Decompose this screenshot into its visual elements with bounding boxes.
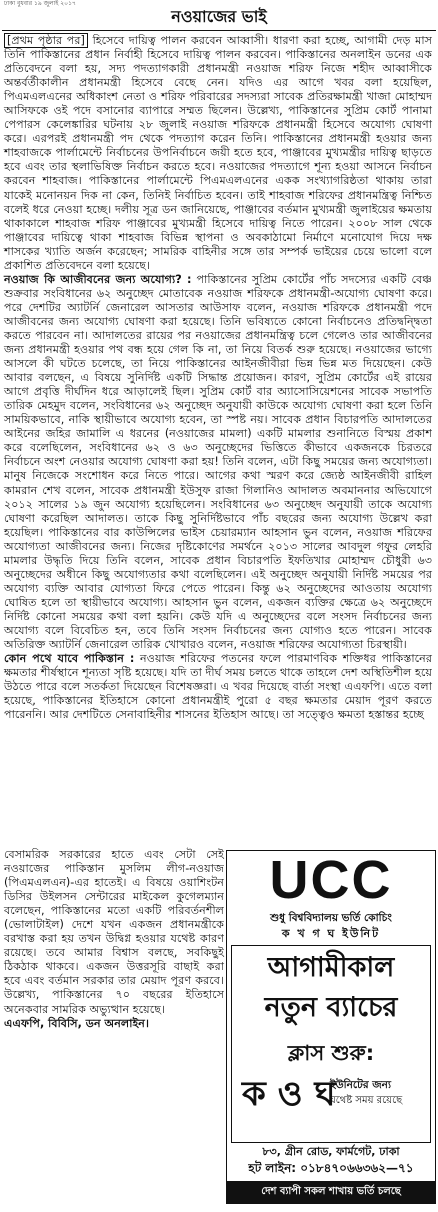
top-strip-text: ঢাকা বুধবার ১৯ জুলাই ২০১৭ [4, 0, 76, 7]
paragraph-4: বেসামরিক সরকারের হাতে এবং সেটা সেই নওয়াজের পাকিস্তান মুসলিম লীগ-নওয়াজ (পিএমএলএন)-এর হাতেই। এ বিষয়ে ওয়াশিংটন ডিসির উইলসন সেন্টারের মাইকেল কুগেলম্যান বলেছেন, পাকিস্তানের মতো একটি পরিবর্তনশীল (ভোলাটাইল) দেশে যখন একজন প্রধানমন্ত্রীকে বরখাস্ত করা হয় তখন উদ্বিগ্ন হওয়ার যথেষ্ট কারণ রয়েছে। তবে আমার বিশ্বাস বলছে, সবকিছুই ঠিকঠাক থাকবে। একজন উত্তরসূরি বাছাই করা হবে এবং বর্তমান সরকার তার মেয়াদ পূরণ করবে। উল্লেখ্য, পাকিস্তানের ৭০ বছরের ইতিহাসে অনেকবার সামরিক অভ্যুত্থান হয়েছে। [4, 848, 224, 1016]
title-rule [2, 30, 436, 31]
ad-class-start: ক্লাস শুরু: [287, 1041, 375, 1065]
ad-announcement-box [231, 945, 431, 1143]
subhead-which-way-pakistan: কোন পথে যাবে পাকিস্তান : [4, 652, 135, 666]
ad-hotline: হট লাইন: ০১৮৪৭০৬৬৩৬২—৭১ [248, 1161, 414, 1175]
ad-address: ৮৩, গ্রীন রোড, ফার্মগেট, ঢাকা [262, 1145, 400, 1158]
ad-headline-new-batch: নতুন ব্যাচের [264, 992, 398, 1023]
paragraph-3 [4, 652, 432, 722]
continued-label: [প্রথম পৃষ্ঠার পর] [4, 33, 88, 48]
subhead-lifetime-ban: নওয়াজ কি আজীবনের জন্য অযোগ্য? : [4, 272, 192, 286]
paragraph-1-text: হিসেবে দায়িত্ব পালন করবেন আব্বাসী। ধারণা করা হচ্ছে, আগামী দেড় মাস তিনি পাকিস্তানের প্রধান নির্বাহী হিসেবে দায়িত্ব পালন করবেন। পাকিস্তানের অনলাইন ডনের এক প্রতিবেদনে বলা হয়, সদ্য পদত্যাগকারী প্রধানমন্ত্রী নওয়াজ শরিফ নিজে শহীদ আব্বাসীকে অন্তর্বর্তীকালীন প্রধানমন্ত্রী হিসেবে বেছে নেন। যদিও এর আগে খবর বলা হয়েছিল, পিএমএলএনের অধিকাংশ নেতা ও শরিফ পরিবারের সদস্যরা সাবেক প্রতিরক্ষামন্ত্রী খাজা মোহাম্মদ আসিফকে ওই পদে বসানোর ব্যাপারে সম্মত ছিলেন। উল্লেখ্য, পাকিস্তানের সুপ্রিম কোর্ট পানামা পেপারস কেলেঙ্কারির ঘটনায় ২৮ জুলাই নওয়াজ শরিফকে প্রধানমন্ত্রী হিসেবে অযোগ্য ঘোষণা করে। এরপরই প্রধানমন্ত্রী পদ থেকে পদত্যাগ করেন তিনি। পাকিস্তানের প্রধানমন্ত্রী হওয়ার জন্য শাহবাজকে পার্লামেন্টে নির্বাচনের উপনির্বাচনে জয়ী হতে হবে, পাঞ্জাবের মুখ্যমন্ত্রীর দায়িত্ব ছাড়তে হবে এবং তার স্থলাভিষিক্ত নির্বাচন করতে হবে। নওয়াজের পদত্যাগে শূন্য হওয়া আসনে নির্বাচন করবেন শাহবাজ। পাকিস্তানের পার্লামেন্টে পিএমএলএনের একক সংখ্যাগরিষ্ঠতা থাকায় তারা যাকেই মনোনয়ন দিক না কেন, তিনিই নির্বাচিত হবেন। তাই শাহবাজ শরিফের প্রধানমন্ত্রিত্ব নিশ্চিত বলেই ধরে নেওয়া হচ্ছে। দলীয় সূত্র ডন জানিয়েছে, পাঞ্জাবের বর্তমান মুখ্যমন্ত্রী জুলাইয়ের ক্ষমতায় থাকাকালে শাহবাজ শরিফ পাঞ্জাবের মুখ্যমন্ত্রী হিসেবে দায়িত্ব নিতে পারেন। ২০০৮ সাল থেকে পাঞ্জাবের দায়িত্বে থাকা শাহবাজ বিভিন্ন স্থাপনা ও অবকাঠামো নির্মাণে মনোযোগ দিয়ে দক্ষ শাসকের খ্যাতি অর্জন করেছেন; সামরিক বাহিনীর সঙ্গে তার সম্পর্ক ভাইয়ের চেয়ে ভালো বলে প্রকাশিত প্রতিবেদনে বলা হয়েছে। [4, 34, 432, 272]
article-body-continued [4, 848, 224, 1031]
ad-unit-for: ইউনিটের জন্য [330, 1079, 391, 1091]
news-sources: এএফপি, বিবিসি, ডন অনলাইন। [4, 1016, 149, 1030]
ad-units: ক খ গ ঘ ইউনিট [281, 927, 381, 940]
ad-unit-letters: ক ও ঘ [242, 1074, 336, 1114]
ad-footer-banner: দেশ ব্যাপী সকল শাখায় ভর্তি চলছে [227, 1181, 435, 1203]
paragraph-2 [4, 273, 432, 652]
ucc-logo: UCC [269, 850, 393, 910]
paragraph-3-text: নওয়াজ শরিফের পতনের ফলে পারমাণবিক শক্তিধর পাকিস্তানের ক্ষমতার শীর্ষস্থানে শূন্যতা সৃষ্টি হয়েছে। যদি তা দীর্ঘ সময় চলতে থাকে তাহলে দেশ অস্থিতিশীল হয়ে উঠতে পারে বলে সতর্কতা দিয়েছেন বিশেষজ্ঞরা। এ খবর দিয়েছে বার্তা সংস্থা এএফপি। এতে বলা হয়েছে, পাকিস্তানের ইতিহাসে কোনো প্রধানমন্ত্রীই পুরো ৫ বছর ক্ষমতার মেয়াদ পূরণ করতে পারেননি। আর দেশটিতে সেনাবাহিনীর শাসনের ইতিহাস আছে। তা সত্ত্বেও ক্ষমতা হস্তান্তর হচ্ছে [4, 652, 432, 722]
paragraph-2-text: পাকিস্তানের সুপ্রিম কোর্টের পাঁচ সদস্যের একটি বেঞ্চ শুক্রবার সংবিধানের ৬২ অনুচ্ছেদ মোতাবেক নওয়াজ শরিফকে প্রধানমন্ত্রী-অযোগ্য ঘোষণা করে। পরে দেশটির অ্যাটর্নি জেনারেল আসতার আউসাফ বলেন, নওয়াজ শরিফকে প্রধানমন্ত্রী পদে আজীবনের জন্য অযোগ্য ঘোষণা করা হয়েছে। তিনি ভবিষ্যতে কোনো নির্বাচনেও প্রতিদ্বন্দ্বিতা করতে পারবেন না। আদালতের রায়ের পর নওয়াজের প্রধানমন্ত্রিত্ব চলে গেলেও তার আজীবনের জন্য প্রধানমন্ত্রী হওয়ার পথ বন্ধ হয়ে গেল কি না, তা নিয়ে বিতর্ক শুরু হয়েছে। নওয়াজের ভাগ্যে আসলে কী ঘটতে চলেছে, তা নিয়ে পাকিস্তানের আইনজীবীরা ভিন্ন ভিন্ন মত দিয়েছেন। কেউ আবার বলছেন, এ বিষয়ে সুনির্দিষ্ট একটি সিদ্ধান্ত প্রয়োজন। কারণ, সুপ্রিম কোর্টের এই রায়ের আগে প্রবৃত্তি দীর্ঘদিন ধরে আড়ালেই ছিল। সুপ্রিম কোর্ট বার অ্যাসোসিয়েশনের সাবেক সভাপতি তারিক মেহমুদ বলেন, সংবিধানের ৬২ অনুচ্ছেদ অনুযায়ী কাউকে অযোগ্য ঘোষণা করা হলে তিনি সাময়িকভাবে, নাকি স্থায়ীভাবে অযোগ্য হবেন, তা স্পষ্ট নয়। সাবেক প্রধান বিচারপতি আদালতের আইনের জহির জামালি এ ধরনের (নওয়াজের মামলা) একটি মামলার শুনানিতে বিস্ময় প্রকাশ করে বলেছিলেন, সংবিধানের ৬২ ও ৬৩ অনুচ্ছেদের ভিত্তিতে কীভাবে একজনকে চিরতরে নির্বাচনে অংশ নেওয়ার অযোগ্য ঘোষণা করা হয়! তিনি বলেন, এটা কিছু সময়ের জন্য অযোগ্যতা। মানুষ নিজেকে সংশোধন করে নিতে পারে। আগের কথা স্মরণ করে জ্যেষ্ঠ আইনজীবী রাহিল কামরান শেখ বলেন, সাবেক প্রধানমন্ত্রী ইউসুফ রাজা গিলানিও আদালত অবমাননার অভিযোগে ২০১২ সালের ১৯ জুন অযোগ্য হয়েছিলেন। সংবিধানের ৬৩ অনুচ্ছেদ অনুযায়ী তাকে অযোগ্য ঘোষণা করেছিল আদালত। তাকে কিছু সুনির্দিষ্টভাবে পাঁচ বছরের জন্য অযোগ্য উল্লেখ করা হয়েছিল। পাকিস্তানের বার কাউন্সিলের ভাইস চেয়ারম্যান আহসান ভুন বলেন, নওয়াজ শরিফের অযোগ্যতা আজীবনের জন্য। নিজের দৃষ্টিকোণের সমর্থনে ২০১৩ সালের আবদুল গফুর লেহরি মামলার উদ্ধৃতি দিয়ে তিনি বলেন, সাবেক প্রধান বিচারপতি ইফতিখার মোহাম্মদ চৌধুরী ৬৩ অনুচ্ছেদের অধীনে কিছু অযোগ্যতার কথা বলেছিলেন। এই অনুচ্ছেদ অনুযায়ী নির্দিষ্ট সময়ের পর অযোগ্য ব্যক্তি আবার যোগ্যতা ফিরে পেতে পারেন। কিন্তু ৬২ অনুচ্ছেদের আওতায় অযোগ্য ঘোষিত হলে তা স্থায়ীভাবে অযোগ্য। আহসান ভুন বলেন, একজন ব্যক্তির ক্ষেত্রে ৬২ অনুচ্ছেদে নির্দিষ্ট কোনো সময়ের কথা বলা হয়নি। কেউ যদি এ অনুচ্ছেদের বলে সংসদ নির্বাচনের জন্য অযোগ্য বলে বিবেচিত হন, তবে তিনি সংসদ নির্বাচনের জন্য যোগ্যও হতে পারেন। সাবেক অতিরিক্ত অ্যাটর্নি জেনারেল তারিক খোখারও বলেন, নওয়াজ শরিফের অযোগ্যতা চিরস্থায়ী। [4, 272, 432, 652]
article-title: নওয়াজের ভাই [171, 7, 267, 26]
ucc-advertisement [226, 850, 436, 1204]
ad-tagline: শুধু বিশ্ববিদ্যালয় ভর্তি কোচিং [270, 912, 392, 924]
ad-headline-tomorrow: আগামীকাল [267, 952, 395, 983]
paragraph-1 [4, 34, 432, 273]
ad-time-left: যথেষ্ট সময় রয়েছে [330, 1095, 403, 1106]
article-body [4, 34, 432, 722]
